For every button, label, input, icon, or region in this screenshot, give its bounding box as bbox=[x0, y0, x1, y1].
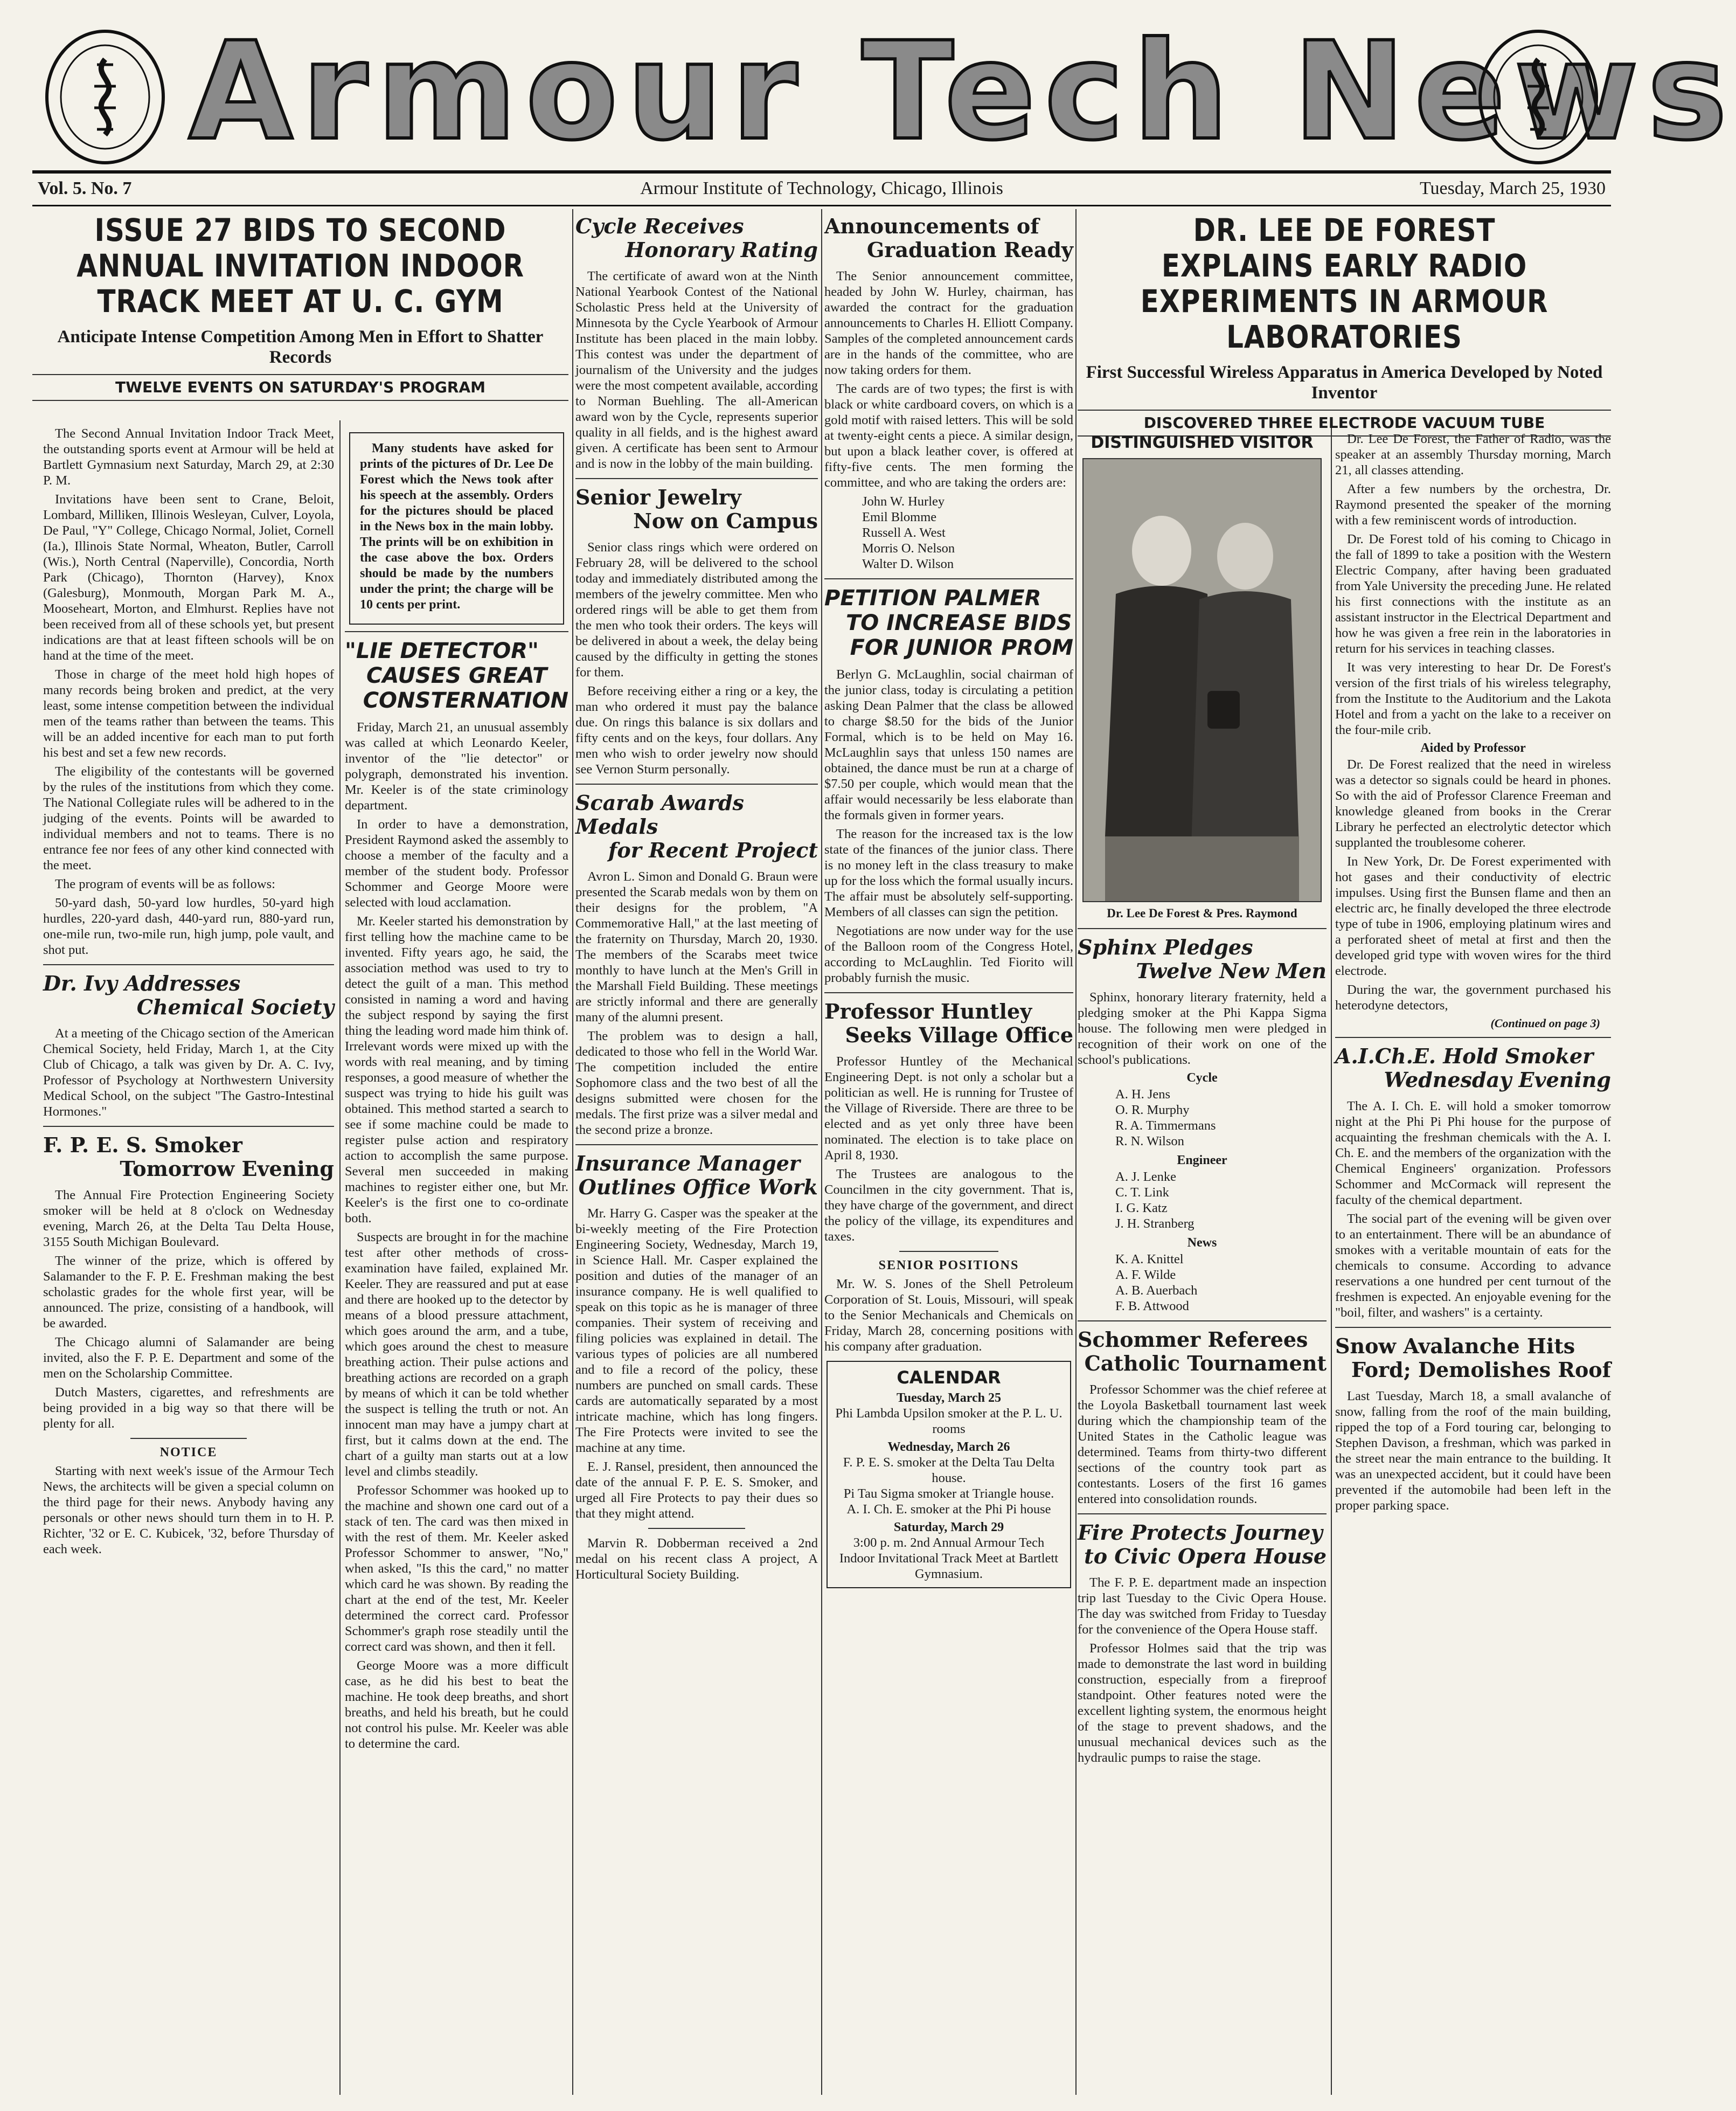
list-item: Russell A. West bbox=[862, 525, 946, 540]
track-headline: ISSUE 27 BIDS TO SECOND ANNUAL INVITATION INDOOR TRACK MEET AT U. C. GYM bbox=[77, 212, 524, 320]
pledge-list bbox=[1115, 1169, 1327, 1231]
column-rule bbox=[821, 209, 822, 2095]
paragraph: In order to have a demonstration, President Raymond asked the assembly to choose a member of the faculty and a member of the student body. Professor Schommer and George Moore were selected with loud acclamation. bbox=[345, 817, 568, 910]
committee-list bbox=[862, 494, 1073, 572]
headline-line: FOR JUNIOR PROM bbox=[850, 635, 1073, 660]
photo-caption: Dr. Lee De Forest & Pres. Raymond bbox=[1107, 906, 1297, 920]
paragraph: Dr. De Forest told of his coming to Chicago in the fall of 1899 to take a position with the Western Electric Company, after having been graduated from Yale University the preceding June. He related his first connections with the institute as an assistant instructor in the Electrical Department and how he was given a free rein in the laboratories in return for his services in teaching classes. bbox=[1335, 532, 1611, 656]
snow-headline bbox=[1335, 1334, 1611, 1382]
divider bbox=[1078, 1320, 1327, 1321]
divider bbox=[1335, 1037, 1611, 1038]
headline-line: Schommer Referees bbox=[1078, 1327, 1308, 1352]
paragraph: The certificate of award won at the Ninth National Yearbook Contest of the National Scholastic Press held at the University of Minnesota by the Cycle Yearbook of Armour Institute has been placed in the main lobby. This contest was under the department of journalism of the University and the judges were the most competent available, according to Norman Buehling. The all-American award won by the Cycle, represents superior quality in all fields, and is the highest award given. A certificate has been sent to Armour and is now in the lobby of the main building. bbox=[575, 269, 818, 471]
headline-line: CONSTERNATION bbox=[363, 688, 568, 713]
scarab-headline bbox=[575, 791, 818, 862]
paragraph: Professor Holmes said that the trip was made to demonstrate the last word in building construction, especially from a fireproof standpoint. Other features noted were the excellent lighting system, the enormous height of the stage to prevent shadows, and the unusual mechanical devices such as the hydraulic pumps to raise the stage. bbox=[1078, 1641, 1327, 1765]
calendar-event: Phi Lambda Upsilon smoker at the P. L. U. rooms bbox=[835, 1406, 1063, 1436]
paragraph: The Second Annual Invitation Indoor Track Meet, the outstanding sports event at Armour will be held at Bartlett Gymnasium next Saturday, March 29, at 2:30 P. M. bbox=[43, 426, 334, 488]
masthead bbox=[32, 11, 1736, 172]
list-item: R. N. Wilson bbox=[1115, 1134, 1184, 1148]
paragraph: Suspects are brought in for the machine test after other methods of cross-examination have failed, explained Mr. Keeler. They are reassured and put at ease and there are hooked up to the detector by means of a blood pressure attachment, which goes around the arm, and a tube, which goes around the chest to measure breathing action. Their pulse actions and breathing actions are recorded on a graph by means of which it can be told whether the suspect is telling the truth or not. An innocent man may have a jumpy chart at first, but it calms down at the end. The chart of a guilty man starts out at a low level and climbs steadily. bbox=[345, 1230, 568, 1479]
paragraph: The social part of the evening will be given over to an entertainment. There will be an abundance of smokes with a veritable mountain of eats for the chemicals to consume. According to advance reservations a one hundred per cent turnout of the freshmen is expected. An enjoyable evening for the "boil, filter, and washers" is a certainty. bbox=[1335, 1212, 1611, 1320]
paragraph: The Senior announcement committee, headed by John W. Hurley, chairman, has awarded the contract for the graduation announcements to Charles H. Elliott Company. Samples of the completed announcement cards are in the hands of the committee, who are now taking orders for them. bbox=[824, 269, 1073, 377]
paragraph: Sphinx, honorary literary fraternity, held a pledging smoker at the Phi Kappa Sigma house. The following men were pledged in recognition of their work on one of the school's publications. bbox=[1078, 990, 1327, 1067]
headline-line: Tomorrow Evening bbox=[120, 1157, 334, 1181]
column-2 bbox=[345, 426, 568, 2095]
column-1 bbox=[43, 426, 334, 2095]
jewelry-headline bbox=[575, 486, 818, 533]
paragraph: Mr. Harry G. Casper was the speaker at the bi-weekly meeting of the Fire Protection Engineering Society, Wednesday, March 19, in Science Hall. Mr. Casper explained the position and duties of the manager of an insurance company. He is well qualified to speak on this topic as he is manager of three companies. Their system of receiving and filing policies was explained in detail. The various types of policies are all numbered and to file a record of the policy, these numbers are punched on small cards. These cards are automatically separated by a most intricate machine, which has long fingers. The Fire Protects were invited to see the machine at any time. bbox=[575, 1206, 818, 1455]
paragraph: During the war, the government purchased his heterodyne detectors, bbox=[1335, 982, 1611, 1013]
paragraph: Senior class rings which were ordered on February 28, will be delivered to the school today and immediately distributed among the members of the jewelry committee. Men who ordered rings will be able to get them from the men who took their orders. The keys will be delivered in about a week, the delay being caused by the difficulty in getting the stones for them. bbox=[575, 540, 818, 680]
paragraph: George Moore was a more difficult case, as he did his best to beat the machine. He took deep breaths, and short breaths, and held his breath, but he could not control his pulse. Mr. Keeler was able to determine the card. bbox=[345, 1658, 568, 1751]
paragraph: Friday, March 21, an unusual assembly was called at which Leonardo Keeler, inventor of the "lie detector" or polygraph, demonstrated his invention. Mr. Keeler is of the state criminology department. bbox=[345, 720, 568, 813]
column-3 bbox=[575, 209, 818, 2095]
headline-line: Honorary Rating bbox=[625, 238, 818, 262]
paragraph: Negotiations are now under way for the use of the Balloon room of the Congress Hotel, according to McLaughlin. Ted Fiorito will probably furnish the music. bbox=[824, 924, 1073, 985]
headline-line: Insurance Manager bbox=[575, 1151, 800, 1175]
paragraph: Dr. Lee De Forest, the Father of Radio, was the speaker at an assembly Thursday morning, March 21, all classes attending. bbox=[1335, 432, 1611, 477]
list-item: A. H. Jens bbox=[1115, 1087, 1171, 1102]
headline-line: Wednesday Evening bbox=[1384, 1068, 1611, 1092]
column-5a bbox=[1078, 431, 1327, 2095]
notice-text: Starting with next week's issue of the Armour Tech News, the architects will be given a special column on the third page for their news. Anybody having any personals or other news should turn them in to H. P. Richter, '32 or E. C. Kubicek, '32, before Thursday of each week. bbox=[43, 1464, 334, 1556]
divider bbox=[1078, 928, 1327, 929]
institute-seal-right bbox=[1476, 27, 1600, 167]
headline-line: PETITION PALMER bbox=[824, 586, 1041, 611]
headline-line: Outlines Office Work bbox=[578, 1175, 818, 1199]
list-item: John W. Hurley bbox=[862, 494, 945, 509]
track-header bbox=[32, 209, 568, 422]
paragraph: E. J. Ransel, president, then announced the date of the annual F. P. E. S. Smoker, and urged all Fire Protects to pay their dues so that they might attend. bbox=[575, 1459, 818, 1521]
list-item: I. G. Katz bbox=[1115, 1201, 1168, 1215]
headline-line: Ford; Demolishes Roof bbox=[1351, 1358, 1611, 1382]
headline-line: Twelve New Men bbox=[1136, 959, 1327, 983]
headline-line: Sphinx Pledges bbox=[1078, 935, 1253, 959]
headline-line: Chemical Society bbox=[136, 995, 334, 1019]
huntley-headline bbox=[824, 1000, 1073, 1047]
paragraph: 50-yard dash, 50-yard low hurdles, 50-yard high hurdles, 220-yard dash, 440-yard run, 880-yard run, one-mile run, two-mile run, high jump, pole vault, and shot put. bbox=[43, 896, 334, 957]
list-item: Morris O. Nelson bbox=[862, 541, 955, 556]
headline-line: for Recent Project bbox=[608, 838, 818, 862]
paragraph: It was very interesting to hear Dr. De Forest's version of the first trials of his wireless telegraphy, from the Institute to the Auditorium and the Lakota Hotel and from a yacht on the lake to a receiver on the four-mile crib. bbox=[1335, 660, 1611, 737]
calendar-day: Tuesday, March 25 bbox=[896, 1391, 1002, 1405]
divider bbox=[899, 1251, 999, 1252]
headline-line: "LIE DETECTOR" bbox=[345, 639, 539, 663]
paragraph: The Annual Fire Protection Engineering Society smoker will be held at 8 o'clock on Wednesday evening, March 26, at the Delta Tau Delta House, 3155 South Michigan Boulevard. bbox=[43, 1188, 334, 1249]
paragraph: The Trustees are analogous to the Councilmen in the city government. That is, they have charge of the government, and direct the policy of the village, its expenditures and taxes. bbox=[824, 1167, 1073, 1244]
headline-line: A.I.Ch.E. Hold Smoker bbox=[1335, 1044, 1594, 1068]
headline-line: CAUSES GREAT bbox=[366, 663, 547, 688]
headline-line: Seeks Village Office bbox=[845, 1023, 1073, 1047]
paragraph: In New York, Dr. De Forest experimented with hot gases and their conductivity of electric impulses. Using first the Bunsen flame and then an electric arc, he finally developed the three electrode type of tube in 1906, employing platinum wires and a perforated sheet of metal at first and then the developed grid type with woven wires for the third electrode. bbox=[1335, 854, 1611, 978]
sphinx-headline bbox=[1078, 936, 1327, 983]
continued-note: (Continued on page 3) bbox=[1490, 1016, 1600, 1030]
institute-seal-left bbox=[43, 27, 167, 167]
paragraph: The Chicago alumni of Salamander are being invited, also the F. P. E. Department and some of the men on the Scholarship Committee. bbox=[43, 1335, 334, 1381]
headline-line: Now on Campus bbox=[633, 509, 818, 533]
deforest-headline: DR. LEE DE FOREST EXPLAINS EARLY RADIO EXPERIMENTS IN ARMOUR LABORATORIES bbox=[1140, 212, 1548, 355]
paragraph: The reason for the increased tax is the low state of the finances of the junior class. There is no money left in the class treasury to make up for the loss which the formal usually incurs. The affair must be absolutely self-supporting. Members of all classes can sign the petition. bbox=[824, 827, 1074, 919]
paragraph: The cards are of two types; the first is with black or white cardboard covers, on which is a gold motif with raised letters. This will be sold at twenty-eight cents a piece. A similar design, but upon a black leather cover, is offered at fifty-five cents. The men forming the committee, and who are taking the orders are: bbox=[824, 382, 1073, 490]
headline-line: Dr. Ivy Addresses bbox=[43, 971, 241, 995]
dateline bbox=[32, 170, 1611, 206]
list-item: A. J. Lenke bbox=[1115, 1169, 1176, 1184]
deforest-raymond-photo bbox=[1082, 458, 1322, 902]
visitor-title: DISTINGUISHED VISITOR bbox=[1091, 433, 1314, 452]
paragraph: Professor Schommer was hooked up to the machine and shown one card out of a stack of ten. The card was then mixed in with the rest of them. Mr. Keeler asked Professor Schommer to answer, "No," when asked, "Is this the card," no matter which card he was shown. By reading the chart at the end of the test, Mr. Keeler determined the correct card. Professor Schommer's graph rose steadily until the correct card was shown, and then it fell. bbox=[345, 1483, 568, 1654]
column-rule bbox=[1075, 209, 1077, 2095]
paragraph: The program of events will be as follows: bbox=[55, 877, 275, 891]
paragraph: Mr. W. S. Jones of the Shell Petroleum Corporation of St. Louis, Missouri, will speak to the Senior Mechanicals and Chemicals on Friday, March 28, concerning positions with his company after graduation. bbox=[824, 1277, 1073, 1354]
headline-line: Catholic Tournament bbox=[1084, 1351, 1327, 1375]
headline-line: Announcements of bbox=[824, 214, 1039, 238]
paragraph: Last Tuesday, March 18, a small avalanche of snow, falling from the roof of the main building, ripped the top of a Ford touring car, belonging to Stephen Davison, a freshman, which was parked in the street near the main entrance to the building. It was an unexpected accident, but it could have been prevented if the automobile had been left in the proper parking space. bbox=[1335, 1389, 1611, 1513]
list-item: C. T. Link bbox=[1115, 1185, 1169, 1200]
divider bbox=[824, 992, 1073, 993]
headline-line: to Civic Opera House bbox=[1084, 1544, 1327, 1568]
notice-title: NOTICE bbox=[159, 1445, 218, 1459]
calendar-box bbox=[827, 1361, 1071, 1588]
paragraph: Dutch Masters, cigarettes, and refreshments are being provided in a big way so that there will be plenty for all. bbox=[43, 1385, 334, 1431]
divider bbox=[130, 1438, 247, 1439]
list-item: O. R. Murphy bbox=[1115, 1103, 1190, 1117]
paragraph: Berlyn G. McLaughlin, social chairman of the junior class, today is circulating a petition asking Dean Palmer that the class be allowed to charge $8.50 for the bids of the Junior Formal, which is to be held on May 16. McLaughlin says that unless 150 names are obtained, the dance must be run at a charge of $7.50 per couple, which would mean that the affair would necessarily be less elaborate than the formals given in former years. bbox=[824, 667, 1073, 822]
headline-line: Cycle Receives bbox=[575, 214, 744, 238]
graduation-headline bbox=[824, 214, 1073, 262]
paragraph: The F. P. E. department made an inspection trip last Tuesday to the Civic Opera House. The day was switched from Friday to Tuesday for the convenience of the Opera House staff. bbox=[1078, 1575, 1327, 1637]
volume-number: Vol. 5. No. 7 bbox=[38, 178, 132, 198]
paragraph: The eligibility of the contestants will be governed by the rules of the institutions from which they come. The National Collegiate rules will be adhered to in the judging of the events. Points will be awarded to individual members and not to teams. There is no entrance fee nor fees of any other kind connected with the meet. bbox=[43, 764, 334, 873]
headline-line: Graduation Ready bbox=[866, 238, 1073, 262]
divider bbox=[575, 478, 818, 479]
opera-headline bbox=[1078, 1521, 1327, 1568]
divider bbox=[648, 1528, 745, 1529]
paragraph: After a few numbers by the orchestra, Dr. Raymond presented the speaker of the morning with a few reminiscent words of introduction. bbox=[1335, 482, 1611, 528]
calendar-event: Pi Tau Sigma smoker at Triangle house. bbox=[843, 1486, 1054, 1501]
paragraph: Marvin R. Dobberman received a 2nd medal on his recent class A project, A Horticultural Society Building. bbox=[575, 1536, 818, 1582]
paragraph: Avron L. Simon and Donald G. Braun were presented the Scarab medals won by them on their designs for the problem, "A Commemorative Hall," at the last meeting of the fraternity on Thursday, March 20, 1930. The members of the Scarabs meet twice monthly to have lunch at the Men's Grill in the Marshall Field Building. These meetings are strictly informal and there are generally many of the alumni present. bbox=[575, 869, 818, 1025]
divider bbox=[1335, 1327, 1611, 1328]
headline-line: TO INCREASE BIDS bbox=[846, 611, 1072, 635]
track-deck: Anticipate Intense Competition Among Men in Effort to Shatter Records bbox=[57, 327, 544, 367]
pledge-list bbox=[1115, 1086, 1327, 1149]
list-item: K. A. Knittel bbox=[1115, 1252, 1184, 1266]
paragraph: Professor Huntley of the Mechanical Engineering Dept. is not only a scholar but a politician as well. He is running for Trustee of the Village of Riverside. There are three to be elected and as yet only three have been nominated. The election is to take place on April 8, 1930. bbox=[824, 1054, 1073, 1162]
headline-line: Snow Avalanche Hits bbox=[1335, 1334, 1575, 1358]
list-item: A. B. Auerbach bbox=[1115, 1283, 1198, 1298]
group-label: Cycle bbox=[1186, 1071, 1218, 1085]
calendar-title: CALENDAR bbox=[897, 1367, 1001, 1388]
column-rule bbox=[1331, 420, 1332, 2095]
aiche-headline bbox=[1335, 1044, 1611, 1092]
schommer-headline bbox=[1078, 1328, 1327, 1375]
headline-line: Scarab Awards Medals bbox=[575, 791, 744, 839]
column-4 bbox=[824, 209, 1073, 2095]
pictures-notice-box bbox=[349, 432, 564, 625]
track-subdeck: TWELVE EVENTS ON SATURDAY'S PROGRAM bbox=[32, 374, 568, 401]
pledge-list bbox=[1115, 1251, 1327, 1314]
headline-line: Fire Protects Journey bbox=[1078, 1520, 1323, 1545]
fpes-headline bbox=[43, 1133, 334, 1181]
track-article bbox=[43, 426, 334, 958]
headline-line: Professor Huntley bbox=[824, 999, 1032, 1023]
lie-detector-headline bbox=[345, 639, 568, 713]
paragraph: At a meeting of the Chicago section of the American Chemical Society, held Friday, March 1, at the City Club of Chicago, a talk was given by Dr. A. C. Ivy, Professor of Psychology at Northwestern University Medical School, on the subject "The Gastro-Intestinal Hormones." bbox=[43, 1026, 334, 1119]
column-rule bbox=[339, 420, 341, 2095]
ivy-headline bbox=[43, 972, 334, 1019]
institute-line: Armour Institute of Technology, Chicago, Illinois bbox=[640, 178, 1003, 198]
paragraph: Many students have asked for prints of the pictures of Dr. Lee De Forest which the News took after his speech at the assembly. Orders for the pictures should be placed in the News box in the main lobby. The prints will be on exhibition in the case above the box. Orders should be made by the numbers under the print; the charge will be 10 cents per print. bbox=[360, 441, 553, 612]
divider bbox=[824, 578, 1073, 579]
headline-line: Senior Jewelry bbox=[575, 485, 741, 509]
deforest-subdeck: DISCOVERED THREE ELECTRODE VACUUM TUBE bbox=[1078, 410, 1611, 437]
paragraph: The A. I. Ch. E. will hold a smoker tomorrow night at the Phi Pi Phi house for the purpose of acquainting the freshman chemicals with the A. I. Ch. E. and the members of the organization with the Chemical Engineers' organization. Professors Schommer and McCormack will represent the faculty of the chemical department. bbox=[1335, 1099, 1611, 1207]
list-item: R. A. Timmermans bbox=[1115, 1118, 1216, 1133]
calendar-day: Saturday, March 29 bbox=[893, 1520, 1004, 1534]
calendar-event: F. P. E. S. smoker at the Delta Tau Delta house. bbox=[843, 1455, 1055, 1485]
group-label: News bbox=[1187, 1236, 1217, 1250]
calendar-event: A. I. Ch. E. smoker at the Phi Pi house bbox=[846, 1502, 1051, 1517]
paragraph: Those in charge of the meet hold high hopes of many records being broken and predict, at the very least, some intense competition between the individual men of the teams rather than between the teams. This will be an added incentive for each man to put forth his best and set a few new records. bbox=[43, 667, 334, 760]
paragraph: Professor Schommer was the chief referee at the Loyola Basketball tournament last week during which the championship team of the United States in the Catholic league was determined. Teams from thirty-two different sections of the country took part as contestants. Losers of the first 16 games entered into consolidation rounds. bbox=[1078, 1382, 1327, 1506]
paragraph: The winner of the prize, which is offered by Salamander to the F. P. E. Freshman making the best scholastic grades for the whole first year, will be announced. The prize, consisting of a handbook, will be awarded. bbox=[43, 1254, 334, 1331]
paragraph: Mr. Keeler started his demonstration by first telling how the machine came to be invented. Fifty years ago, he said, the association method was used to try to detect the guilt of a man. This method consisted in naming a word and having the subject respond by saying the first thing the leading word made him think of. Irrelevant words were mixed up with the words with real meaning, and by timing responses, a good measure of whether the suspect was trying to hide his guilt was obtained. This method started a search to see if some machine could be made to register pulse action and respiratory action to accomplish the same purpose. Several men succeeded in making machines to register either one, but Mr. Keeler's is the first one to co-ordinate both. bbox=[345, 914, 568, 1226]
paragraph: Invitations have been sent to Crane, Beloit, Lombard, Milliken, Illinois Wesleyan, Culver, Loyola, De Paul, "Y" College, Chicago Normal, Joliet, Cornell (Ia.), Illinois State Normal, Wheaton, Butler, Carroll (Wis.), North Central (Naperville), Concordia, North Park (Chicago), Thornton (Harvey), Knox (Galesburg), Monmouth, Morgan Park M. A., Mooseheart, Morton, and Elmhurst. Replies have not been received from all of these schools yet, but present indications are that at least fifteen schools will be on hand at the time of the meet. bbox=[43, 492, 334, 663]
list-item: F. B. Attwood bbox=[1115, 1299, 1189, 1313]
headline-line: F. P. E. S. Smoker bbox=[43, 1133, 242, 1157]
calendar-event: 3:00 p. m. 2nd Annual Armour Tech Indoor Invitational Track Meet at Bartlett Gymnasium. bbox=[839, 1535, 1059, 1581]
list-item: A. F. Wilde bbox=[1115, 1268, 1176, 1282]
issue-date: Tuesday, March 25, 1930 bbox=[1419, 178, 1606, 198]
paragraph: Before receiving either a ring or a key, the man who ordered it must pay the balance due. On rings this balance is six dollars and fifty cents and on the keys, four dollars. Any men who wish to order jewelry now should see Vernon Sturm personally. bbox=[575, 684, 818, 777]
list-item: Walter D. Wilson bbox=[862, 557, 954, 571]
nameplate: Armour Tech News bbox=[189, 13, 1736, 170]
divider bbox=[345, 631, 568, 632]
petition-headline bbox=[824, 586, 1073, 660]
cycle-headline bbox=[575, 214, 818, 262]
divider bbox=[575, 1144, 818, 1145]
calendar-day: Wednesday, March 26 bbox=[887, 1440, 1010, 1454]
group-label: Engineer bbox=[1177, 1153, 1227, 1167]
list-item: J. H. Stranberg bbox=[1115, 1216, 1195, 1231]
column-rule bbox=[572, 209, 573, 2095]
divider bbox=[575, 784, 818, 785]
list-item: Emil Blomme bbox=[862, 510, 937, 524]
paragraph: The problem was to design a hall, dedicated to those who fell in the World War. The competition included the entire Sophomore class and the two best of all the designs submitted were chosen for the medals. The first prize was a silver medal and the second prize a bronze. bbox=[575, 1029, 818, 1137]
insurance-headline bbox=[575, 1152, 818, 1199]
deforest-deck: First Successful Wireless Apparatus in America Developed by Noted Inventor bbox=[1086, 363, 1603, 403]
column-5b bbox=[1335, 431, 1611, 2095]
divider bbox=[43, 964, 334, 965]
subhead: Aided by Professor bbox=[1420, 741, 1526, 755]
divider bbox=[43, 1126, 334, 1127]
deforest-header bbox=[1078, 209, 1611, 432]
senior-positions-title: SENIOR POSITIONS bbox=[878, 1258, 1019, 1272]
divider bbox=[1078, 1513, 1327, 1514]
paragraph: Dr. De Forest realized that the need in wireless was a detector so signals could be heard in phones. So with the aid of Professor Clarence Freeman and knowledge gleaned from books in the Crerar Library he perfected an electrolytic detector which supplanted the troublesome coherer. bbox=[1335, 757, 1611, 850]
